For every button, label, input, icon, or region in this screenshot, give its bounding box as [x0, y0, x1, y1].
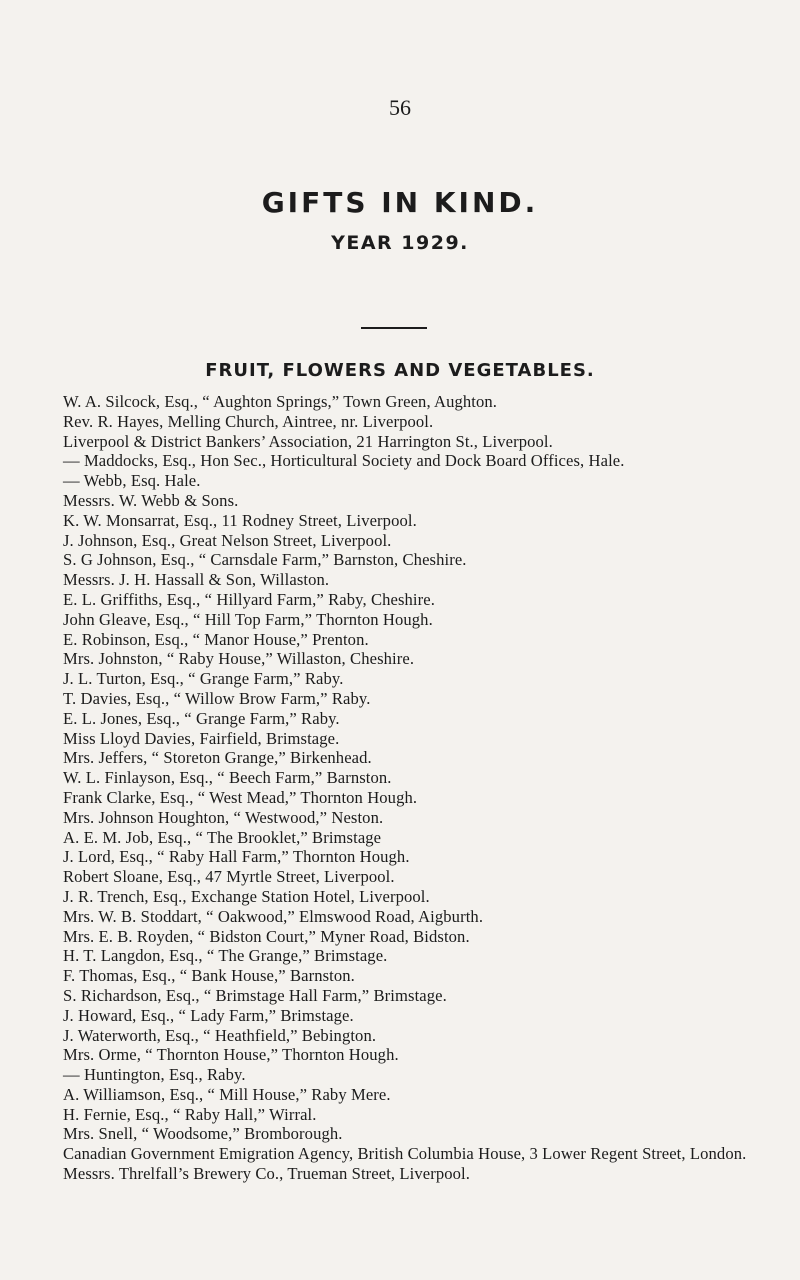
list-item: Frank Clarke, Esq., “ West Mead,” Thornton Hough.: [63, 787, 418, 807]
list-item: — Webb, Esq. Hale.: [63, 471, 201, 491]
list-item: J. Waterworth, Esq., “ Heathfield,” Bebington.: [63, 1025, 377, 1045]
list-item: Mrs. Johnston, “ Raby House,” Willaston, Cheshire.: [63, 649, 415, 669]
list-item: K. W. Monsarrat, Esq., 11 Rodney Street, Liverpool.: [63, 510, 417, 530]
list-item: John Gleave, Esq., “ Hill Top Farm,” Thornton Hough.: [63, 609, 433, 629]
list-item: Mrs. W. B. Stoddart, “ Oakwood,” Elmswood Road, Aigburth.: [63, 906, 484, 926]
list-item: Miss Lloyd Davies, Fairfield, Brimstage.: [63, 728, 340, 748]
list-item: H. Fernie, Esq., “ Raby Hall,” Wirral.: [63, 1104, 317, 1124]
list-item: E. Robinson, Esq., “ Manor House,” Prenton.: [63, 629, 369, 649]
list-item: Robert Sloane, Esq., 47 Myrtle Street, Liverpool.: [63, 867, 395, 887]
list-item: Mrs. Snell, “ Woodsome,” Bromborough.: [63, 1124, 343, 1144]
page-number: 56: [389, 95, 411, 120]
list-item: H. T. Langdon, Esq., “ The Grange,” Brimstage.: [63, 946, 388, 966]
list-item: — Maddocks, Esq., Hon Sec., Horticultural Society and Dock Board Offices, Hale.: [63, 451, 625, 471]
list-item: T. Davies, Esq., “ Willow Brow Farm,” Raby.: [63, 688, 371, 708]
section-heading: FRUIT, FLOWERS AND VEGETABLES.: [205, 360, 595, 381]
list-item: E. L. Jones, Esq., “ Grange Farm,” Raby.: [63, 708, 340, 728]
list-item: Canadian Government Emigration Agency, British Columbia House, 3 Lower Regent Street, London.: [63, 1144, 747, 1164]
list-item: J. Johnson, Esq., Great Nelson Street, Liverpool.: [63, 530, 392, 550]
list-item: Mrs. E. B. Royden, “ Bidston Court,” Myner Road, Bidston.: [63, 926, 470, 946]
list-item: S. G Johnson, Esq., “ Carnsdale Farm,” Barnston, Cheshire.: [63, 550, 467, 570]
list-item: J. R. Trench, Esq., Exchange Station Hotel, Liverpool.: [63, 886, 430, 906]
list-item: Messrs. Threlfall’s Brewery Co., Trueman Street, Liverpool.: [63, 1164, 471, 1184]
list-item: S. Richardson, Esq., “ Brimstage Hall Farm,” Brimstage.: [63, 985, 447, 1005]
list-item: J. L. Turton, Esq., “ Grange Farm,” Raby.: [63, 669, 344, 689]
list-item: Liverpool & District Bankers’ Association, 21 Harrington St., Liverpool.: [63, 431, 553, 451]
list-item: W. A. Silcock, Esq., “ Aughton Springs,” Town Green, Aughton.: [63, 392, 498, 411]
list-item: Mrs. Orme, “ Thornton House,” Thornton Hough.: [63, 1045, 399, 1065]
list-item: E. L. Griffiths, Esq., “ Hillyard Farm,” Raby, Cheshire.: [63, 589, 435, 609]
list-item: — Huntington, Esq., Raby.: [63, 1065, 246, 1085]
page-title: GIFTS IN KIND.: [261, 186, 539, 219]
list-item: Messrs. W. Webb & Sons.: [63, 490, 239, 510]
donor-list: [63, 392, 763, 1184]
divider-rule: [361, 327, 427, 329]
list-item: J. Howard, Esq., “ Lady Farm,” Brimstage.: [63, 1005, 354, 1025]
list-item: A. Williamson, Esq., “ Mill House,” Raby Mere.: [63, 1084, 391, 1104]
list-item: Mrs. Jeffers, “ Storeton Grange,” Birkenhead.: [63, 748, 372, 768]
list-item: F. Thomas, Esq., “ Bank House,” Barnston.: [63, 966, 355, 986]
list-item: Messrs. J. H. Hassall & Son, Willaston.: [63, 570, 330, 590]
list-item: J. Lord, Esq., “ Raby Hall Farm,” Thornton Hough.: [63, 847, 410, 867]
list-item: Rev. R. Hayes, Melling Church, Aintree, nr. Liverpool.: [63, 411, 434, 431]
list-item: A. E. M. Job, Esq., “ The Brooklet,” Brimstage: [63, 827, 382, 847]
list-item: W. L. Finlayson, Esq., “ Beech Farm,” Barnston.: [63, 768, 392, 788]
list-item: Mrs. Johnson Houghton, “ Westwood,” Neston.: [63, 807, 384, 827]
page-subtitle: YEAR 1929.: [331, 232, 469, 254]
